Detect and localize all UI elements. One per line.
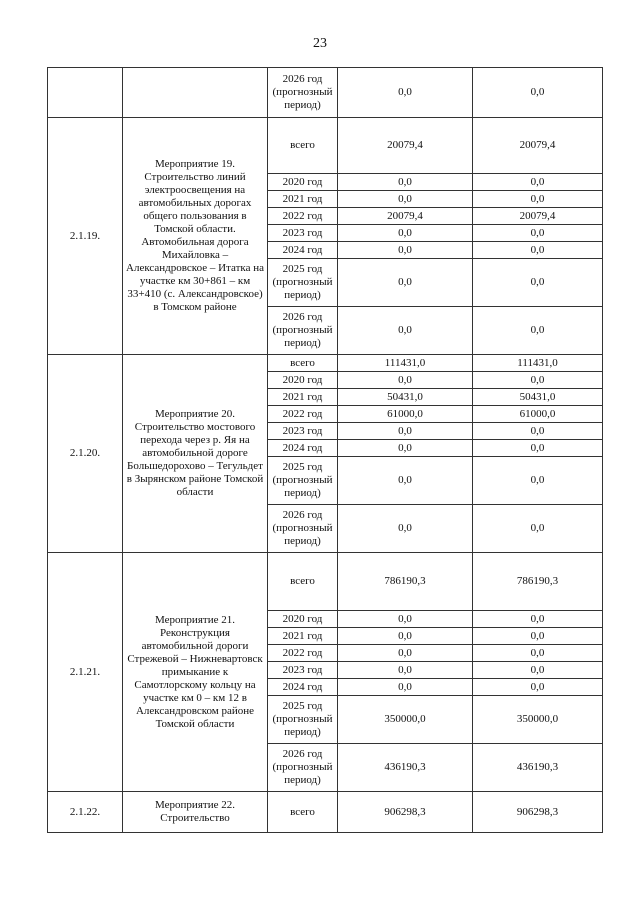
period-cell: 2025 год (прогнозный период)	[268, 696, 338, 744]
finance-table	[47, 67, 603, 833]
value-cell-1: 436190,3	[338, 744, 473, 792]
table-row	[48, 553, 603, 611]
period-cell: 2025 год (прогнозный период)	[268, 259, 338, 307]
page-number: 23	[313, 36, 327, 51]
value-cell-1: 20079,4	[338, 118, 473, 174]
value-cell-1: 0,0	[338, 372, 473, 389]
value-cell-2: 786190,3	[473, 553, 603, 611]
period-cell: 2024 год	[268, 679, 338, 696]
period-cell: 2022 год	[268, 645, 338, 662]
period-cell: всего	[268, 355, 338, 372]
period-cell: 2025 год (прогнозный период)	[268, 457, 338, 505]
item-name: Мероприятие 21. Реконструкция автомобильной дороги Стрежевой – Нижневартовск примыкание к Самотлорскому кольцу на участке км 0 – км 12 в Александровском районе Томской области	[123, 553, 268, 792]
value-cell-1: 20079,4	[338, 208, 473, 225]
period-cell: всего	[268, 553, 338, 611]
period-cell: 2026 год (прогнозный период)	[268, 68, 338, 118]
value-cell-1: 50431,0	[338, 389, 473, 406]
table-row	[48, 68, 603, 118]
value-cell-2: 111431,0	[473, 355, 603, 372]
period-cell: 2026 год (прогнозный период)	[268, 744, 338, 792]
value-cell-2: 61000,0	[473, 406, 603, 423]
period-cell: 2021 год	[268, 628, 338, 645]
period-cell: 2021 год	[268, 389, 338, 406]
value-cell-2: 0,0	[473, 645, 603, 662]
value-cell-2: 0,0	[473, 505, 603, 553]
value-cell-2: 0,0	[473, 242, 603, 259]
value-cell-2: 50431,0	[473, 389, 603, 406]
value-cell-1: 0,0	[338, 645, 473, 662]
period-cell: 2021 год	[268, 191, 338, 208]
period-cell: всего	[268, 792, 338, 833]
value-cell-1: 0,0	[338, 174, 473, 191]
period-cell: 2020 год	[268, 372, 338, 389]
value-cell-2: 0,0	[473, 628, 603, 645]
value-cell-1: 0,0	[338, 611, 473, 628]
period-cell: 2022 год	[268, 406, 338, 423]
value-cell-2: 0,0	[473, 662, 603, 679]
value-cell-2: 0,0	[473, 423, 603, 440]
period-cell: 2023 год	[268, 423, 338, 440]
table-body	[48, 68, 603, 833]
value-cell-1: 0,0	[338, 307, 473, 355]
value-cell-2: 0,0	[473, 440, 603, 457]
value-cell-1: 0,0	[338, 68, 473, 118]
value-cell-1: 0,0	[338, 440, 473, 457]
value-cell-2: 0,0	[473, 372, 603, 389]
value-cell-2: 436190,3	[473, 744, 603, 792]
period-cell: 2023 год	[268, 225, 338, 242]
item-name	[123, 68, 268, 118]
period-cell: 2024 год	[268, 242, 338, 259]
period-cell: всего	[268, 118, 338, 174]
value-cell-2: 0,0	[473, 174, 603, 191]
value-cell-2: 0,0	[473, 611, 603, 628]
item-name: Мероприятие 19. Строительство линий электроосвещения на автомобильных дорогах общего пользования в Томской области. Автомобильная дорога Михайловка – Александровское – Итатка на участке км 30+861 – км 33+410 (с. Александровское) в Томском районе	[123, 118, 268, 355]
item-code	[48, 68, 123, 118]
value-cell-1: 0,0	[338, 662, 473, 679]
value-cell-2: 20079,4	[473, 208, 603, 225]
value-cell-2: 0,0	[473, 457, 603, 505]
table-row	[48, 792, 603, 833]
value-cell-1: 111431,0	[338, 355, 473, 372]
value-cell-1: 0,0	[338, 259, 473, 307]
value-cell-2: 20079,4	[473, 118, 603, 174]
item-code: 2.1.21.	[48, 553, 123, 792]
period-cell: 2023 год	[268, 662, 338, 679]
value-cell-1: 0,0	[338, 457, 473, 505]
value-cell-2: 0,0	[473, 679, 603, 696]
value-cell-2: 0,0	[473, 68, 603, 118]
value-cell-1: 61000,0	[338, 406, 473, 423]
value-cell-2: 906298,3	[473, 792, 603, 833]
period-cell: 2026 год (прогнозный период)	[268, 307, 338, 355]
item-name: Мероприятие 20. Строительство мостового перехода через р. Яя на автомобильной дороге Большедорохово – Тегульдет в Зырянском районе Томской области	[123, 355, 268, 553]
period-cell: 2024 год	[268, 440, 338, 457]
value-cell-1: 906298,3	[338, 792, 473, 833]
item-code: 2.1.20.	[48, 355, 123, 553]
item-code: 2.1.22.	[48, 792, 123, 833]
table-row	[48, 355, 603, 372]
period-cell: 2020 год	[268, 611, 338, 628]
period-cell: 2020 год	[268, 174, 338, 191]
value-cell-1: 0,0	[338, 505, 473, 553]
table-row	[48, 118, 603, 174]
value-cell-1: 350000,0	[338, 696, 473, 744]
value-cell-2: 0,0	[473, 225, 603, 242]
value-cell-1: 0,0	[338, 679, 473, 696]
value-cell-1: 0,0	[338, 191, 473, 208]
value-cell-2: 0,0	[473, 191, 603, 208]
value-cell-1: 0,0	[338, 423, 473, 440]
value-cell-1: 786190,3	[338, 553, 473, 611]
value-cell-1: 0,0	[338, 628, 473, 645]
item-name: Мероприятие 22. Строительство	[123, 792, 268, 833]
value-cell-2: 0,0	[473, 307, 603, 355]
item-code: 2.1.19.	[48, 118, 123, 355]
value-cell-2: 350000,0	[473, 696, 603, 744]
period-cell: 2026 год (прогнозный период)	[268, 505, 338, 553]
value-cell-1: 0,0	[338, 225, 473, 242]
value-cell-2: 0,0	[473, 259, 603, 307]
value-cell-1: 0,0	[338, 242, 473, 259]
period-cell: 2022 год	[268, 208, 338, 225]
